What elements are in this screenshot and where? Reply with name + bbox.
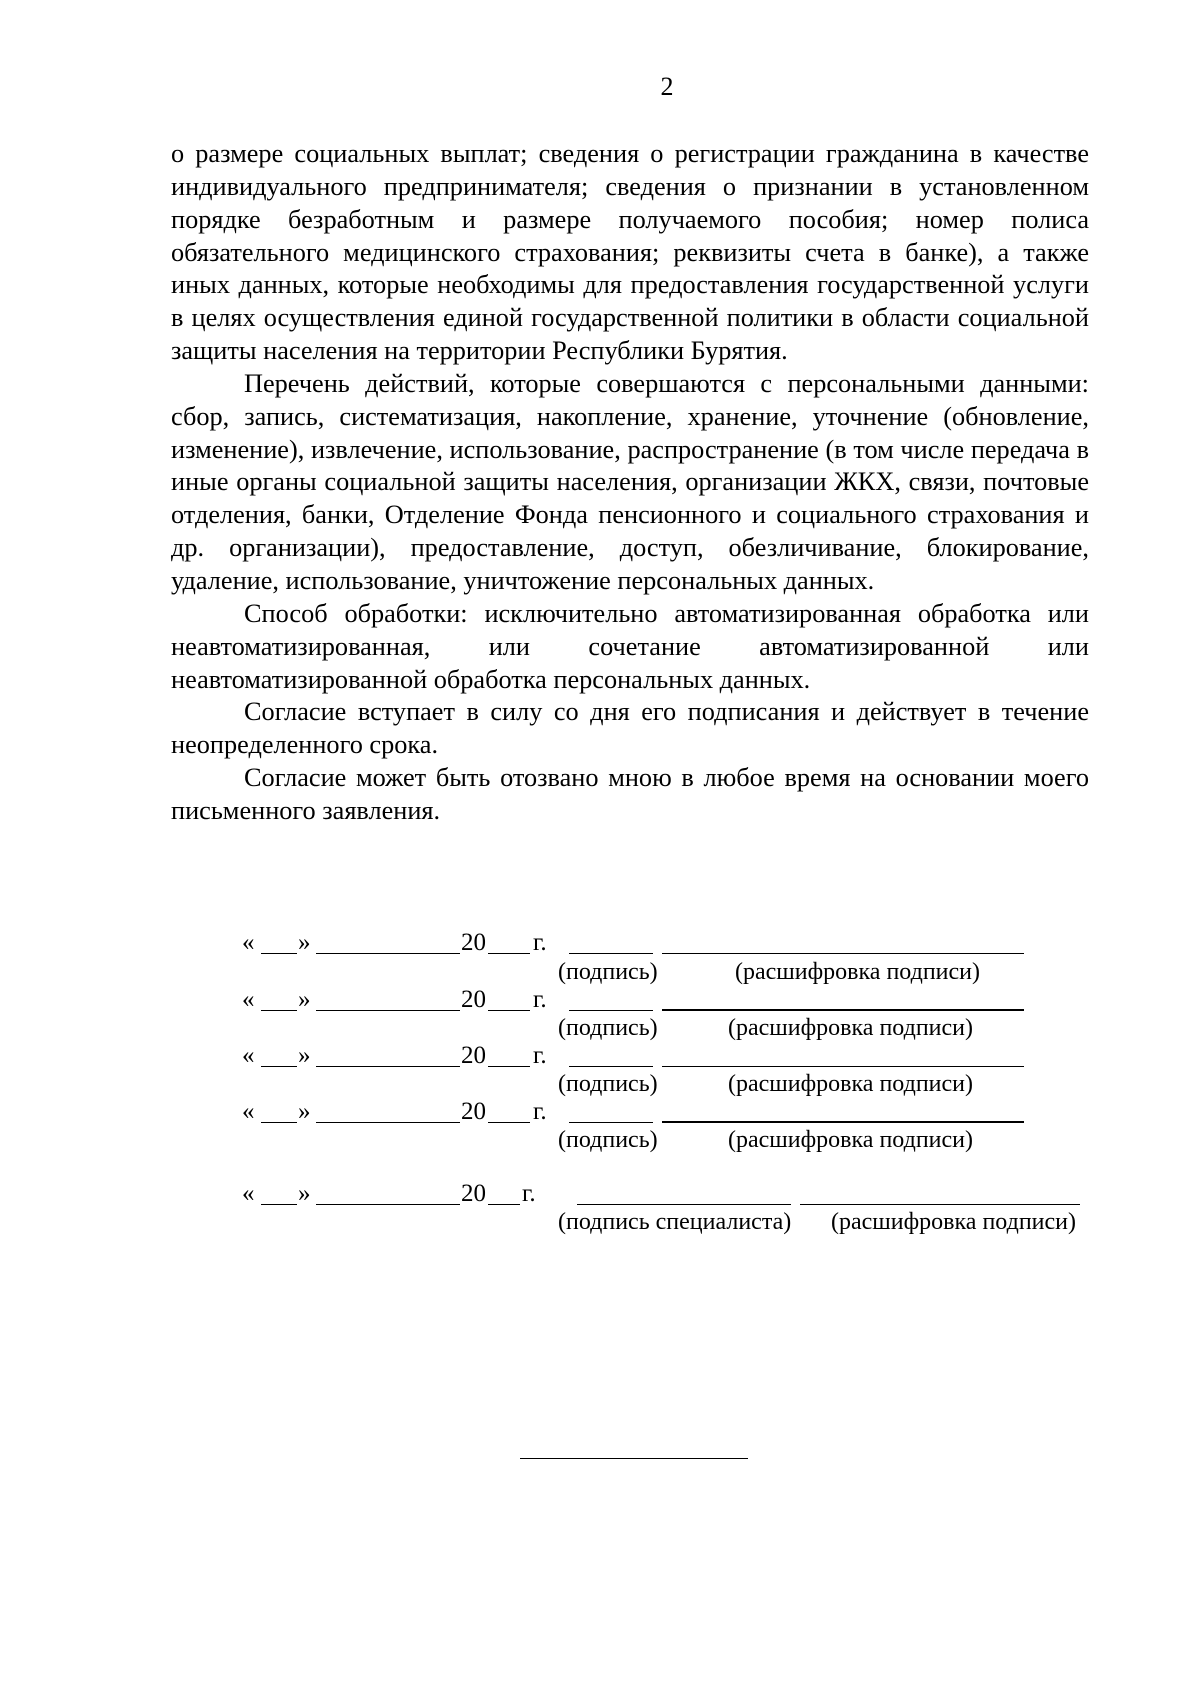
- close-quote: »: [298, 986, 311, 1013]
- day-blank[interactable]: [261, 1204, 297, 1205]
- year-prefix: 20: [461, 929, 486, 956]
- year-suffix: г.: [533, 986, 547, 1013]
- page-number: 2: [660, 72, 674, 101]
- month-blank[interactable]: [316, 1204, 460, 1205]
- signature-caption: (подпись): [558, 1127, 658, 1153]
- signature-caption: (подпись): [558, 1071, 658, 1097]
- signature-decoding-caption: (расшифровка подписи): [728, 1127, 973, 1153]
- signature-decoding-caption: (расшифровка подписи): [728, 1015, 973, 1041]
- open-quote: «: [242, 986, 255, 1013]
- specialist-decoding-blank[interactable]: [800, 1204, 1080, 1205]
- open-quote: «: [242, 929, 255, 956]
- paragraph-consent-validity: Согласие вступает в силу со дня его подписания и действует в течение неопределенного срока.: [171, 697, 1089, 760]
- day-blank[interactable]: [261, 953, 297, 954]
- signature-blank[interactable]: [569, 1066, 653, 1067]
- close-quote: »: [298, 1098, 311, 1125]
- year-suffix: г.: [533, 929, 547, 956]
- year-prefix: 20: [461, 1180, 486, 1207]
- month-blank[interactable]: [316, 1066, 460, 1067]
- open-quote: «: [242, 1098, 255, 1125]
- signature-decoding-blank[interactable]: [662, 1009, 1024, 1011]
- year-prefix: 20: [461, 1098, 486, 1125]
- signature-decoding-caption: (расшифровка подписи): [735, 959, 980, 985]
- signature-decoding-blank[interactable]: [662, 1121, 1024, 1123]
- year-prefix: 20: [461, 1042, 486, 1069]
- close-quote: »: [298, 1180, 311, 1207]
- signature-blank[interactable]: [569, 1122, 653, 1123]
- open-quote: «: [242, 1180, 255, 1207]
- day-blank[interactable]: [261, 1010, 297, 1011]
- paragraph-actions-list: Перечень действий, которые совершаются с персональными данными: сбор, запись, систематизация, накопление, хранение, уточнение (обновление, изменение), извлечение, использование, распространение (в том числе передача в иные органы социальной защиты населения, организации ЖКХ, связи, почтовые отделения, банки, Отделение Фонда пенсионного и социального страхования и др. организации), предоставление, доступ, обезличивание, блокирование, удаление, использование, уничтожение персональных данных.: [171, 368, 1089, 595]
- signature-blank[interactable]: [569, 953, 653, 954]
- signature-blank[interactable]: [569, 1010, 653, 1011]
- month-blank[interactable]: [316, 1010, 460, 1011]
- day-blank[interactable]: [261, 1066, 297, 1067]
- signature-decoding-blank[interactable]: [662, 1066, 1024, 1067]
- close-quote: »: [298, 929, 311, 956]
- year-suffix: г.: [522, 1180, 536, 1207]
- paragraph-personal-data: о размере социальных выплат; сведения о регистрации гражданина в качестве индивидуального предпринимателя; сведения о признании в установленном порядке безработным и размере получаемого пособия; номер полиса обязательного медицинского страхования; реквизиты счета в банке), а также иных данных, которые необходимы для предоставления государственной услуги в целях осуществления единой государственной политики в области социальной защиты населения на территории Республики Бурятия.: [171, 139, 1089, 366]
- open-quote: «: [242, 1042, 255, 1069]
- paragraph-consent-revocation: Согласие может быть отозвано мною в любое время на основании моего письменного заявления.: [171, 763, 1089, 825]
- year-suffix: г.: [533, 1042, 547, 1069]
- specialist-signature-blank[interactable]: [577, 1204, 791, 1205]
- specialist-signature-caption: (подпись специалиста): [558, 1209, 792, 1235]
- signature-caption: (подпись): [558, 959, 658, 985]
- year-prefix: 20: [461, 986, 486, 1013]
- month-blank[interactable]: [316, 953, 460, 954]
- document-end-rule: [520, 1458, 748, 1459]
- close-quote: »: [298, 1042, 311, 1069]
- year-blank[interactable]: [488, 953, 530, 954]
- paragraph-processing-method: Способ обработки: исключительно автоматизированная обработка или неавтоматизированная, или сочетание автоматизированной или неавтоматизированной обработка персональных данных.: [171, 598, 1089, 694]
- year-blank[interactable]: [488, 1204, 520, 1205]
- signature-caption: (подпись): [558, 1015, 658, 1041]
- year-blank[interactable]: [488, 1010, 530, 1011]
- day-blank[interactable]: [261, 1122, 297, 1123]
- year-suffix: г.: [533, 1098, 547, 1125]
- signature-decoding-caption: (расшифровка подписи): [728, 1071, 973, 1097]
- year-blank[interactable]: [488, 1066, 530, 1067]
- year-blank[interactable]: [488, 1122, 530, 1123]
- month-blank[interactable]: [316, 1122, 460, 1123]
- signature-decoding-blank[interactable]: [662, 953, 1024, 954]
- specialist-decoding-caption: (расшифровка подписи): [831, 1209, 1076, 1235]
- document-body: [171, 138, 1089, 828]
